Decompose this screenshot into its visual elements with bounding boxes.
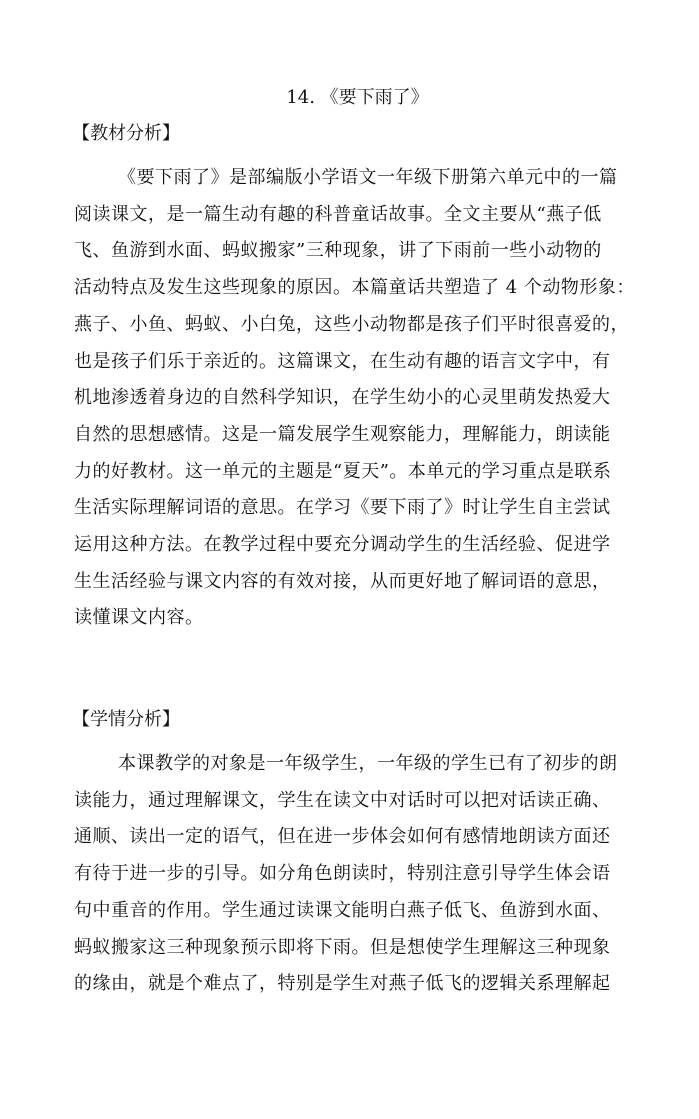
- paragraph-line: 自然的思想感情。这是一篇发展学生观察能力，理解能力，朗读能: [74, 423, 611, 445]
- section-heading-learner-analysis: 【学情分析】: [72, 709, 180, 730]
- section-paragraph-learner-analysis: [74, 746, 634, 1003]
- paragraph-line: 读能力，通过理解课文，学生在读文中对话时可以把对话读正确、: [74, 789, 611, 811]
- paragraph-line: 力的好教材。这一单元的主题是“夏天”。本单元的学习重点是联系: [74, 460, 612, 482]
- paragraph-line: 阅读课文，是一篇生动有趣的科普童话故事。全文主要从“燕子低: [74, 203, 602, 225]
- paragraph-line: 燕子、小鱼、蚂蚁、小白兔，这些小动物都是孩子们平时很喜爱的，: [74, 313, 629, 335]
- paragraph-line: 机地渗透着身边的自然科学知识，在学生幼小的心灵里萌发热爱大: [74, 387, 611, 409]
- paragraph-line: 运用这种方法。在教学过程中要充分调动学生的生活经验、促进学: [74, 534, 611, 556]
- section-heading-textbook-analysis: 【教材分析】: [72, 123, 180, 144]
- paragraph-line: 《要下雨了》是部编版小学语文一年级下册第六单元中的一篇: [118, 167, 618, 188]
- paragraph-line: 飞、鱼游到水面、蚂蚁搬家”三种现象，讲了下雨前一些小动物的: [74, 240, 602, 262]
- paragraph-line: 本课教学的对象是一年级学生，一年级的学生已有了初步的朗: [118, 753, 618, 774]
- paragraph-line: 生生活经验与课文内容的有效对接，从而更好地了解词语的意思，: [74, 570, 611, 592]
- paragraph-line: 的缘由，就是个难点了，特别是学生对燕子低飞的逻辑关系理解起: [74, 973, 611, 995]
- paragraph-line: 也是孩子们乐于亲近的。这篇课文，在生动有趣的语言文字中，有: [74, 350, 611, 372]
- paragraph-line: 读懂课文内容。: [74, 607, 204, 629]
- paragraph-line: 蚂蚁搬家这三种现象预示即将下雨。但是想使学生理解这三种现象: [74, 936, 611, 958]
- paragraph-line: 有待于进一步的引导。如分角色朗读时，特别注意引导学生体会语: [74, 863, 611, 885]
- paragraph-line: 句中重音的作用。学生通过读课文能明白燕子低飞、鱼游到水面、: [74, 899, 611, 921]
- paragraph-line: 通顺、读出一定的语气，但在进一步体会如何有感情地朗读方面还: [74, 826, 611, 848]
- document-title: 14. 《要下雨了》: [286, 87, 429, 108]
- section-paragraph-textbook-analysis: [74, 160, 634, 637]
- paragraph-line: 生活实际理解词语的意思。在学习《要下雨了》时让学生自主尝试: [74, 497, 611, 519]
- paragraph-line: 活动特点及发生这些现象的原因。本篇童话共塑造了 4 个动物形象：: [74, 277, 635, 299]
